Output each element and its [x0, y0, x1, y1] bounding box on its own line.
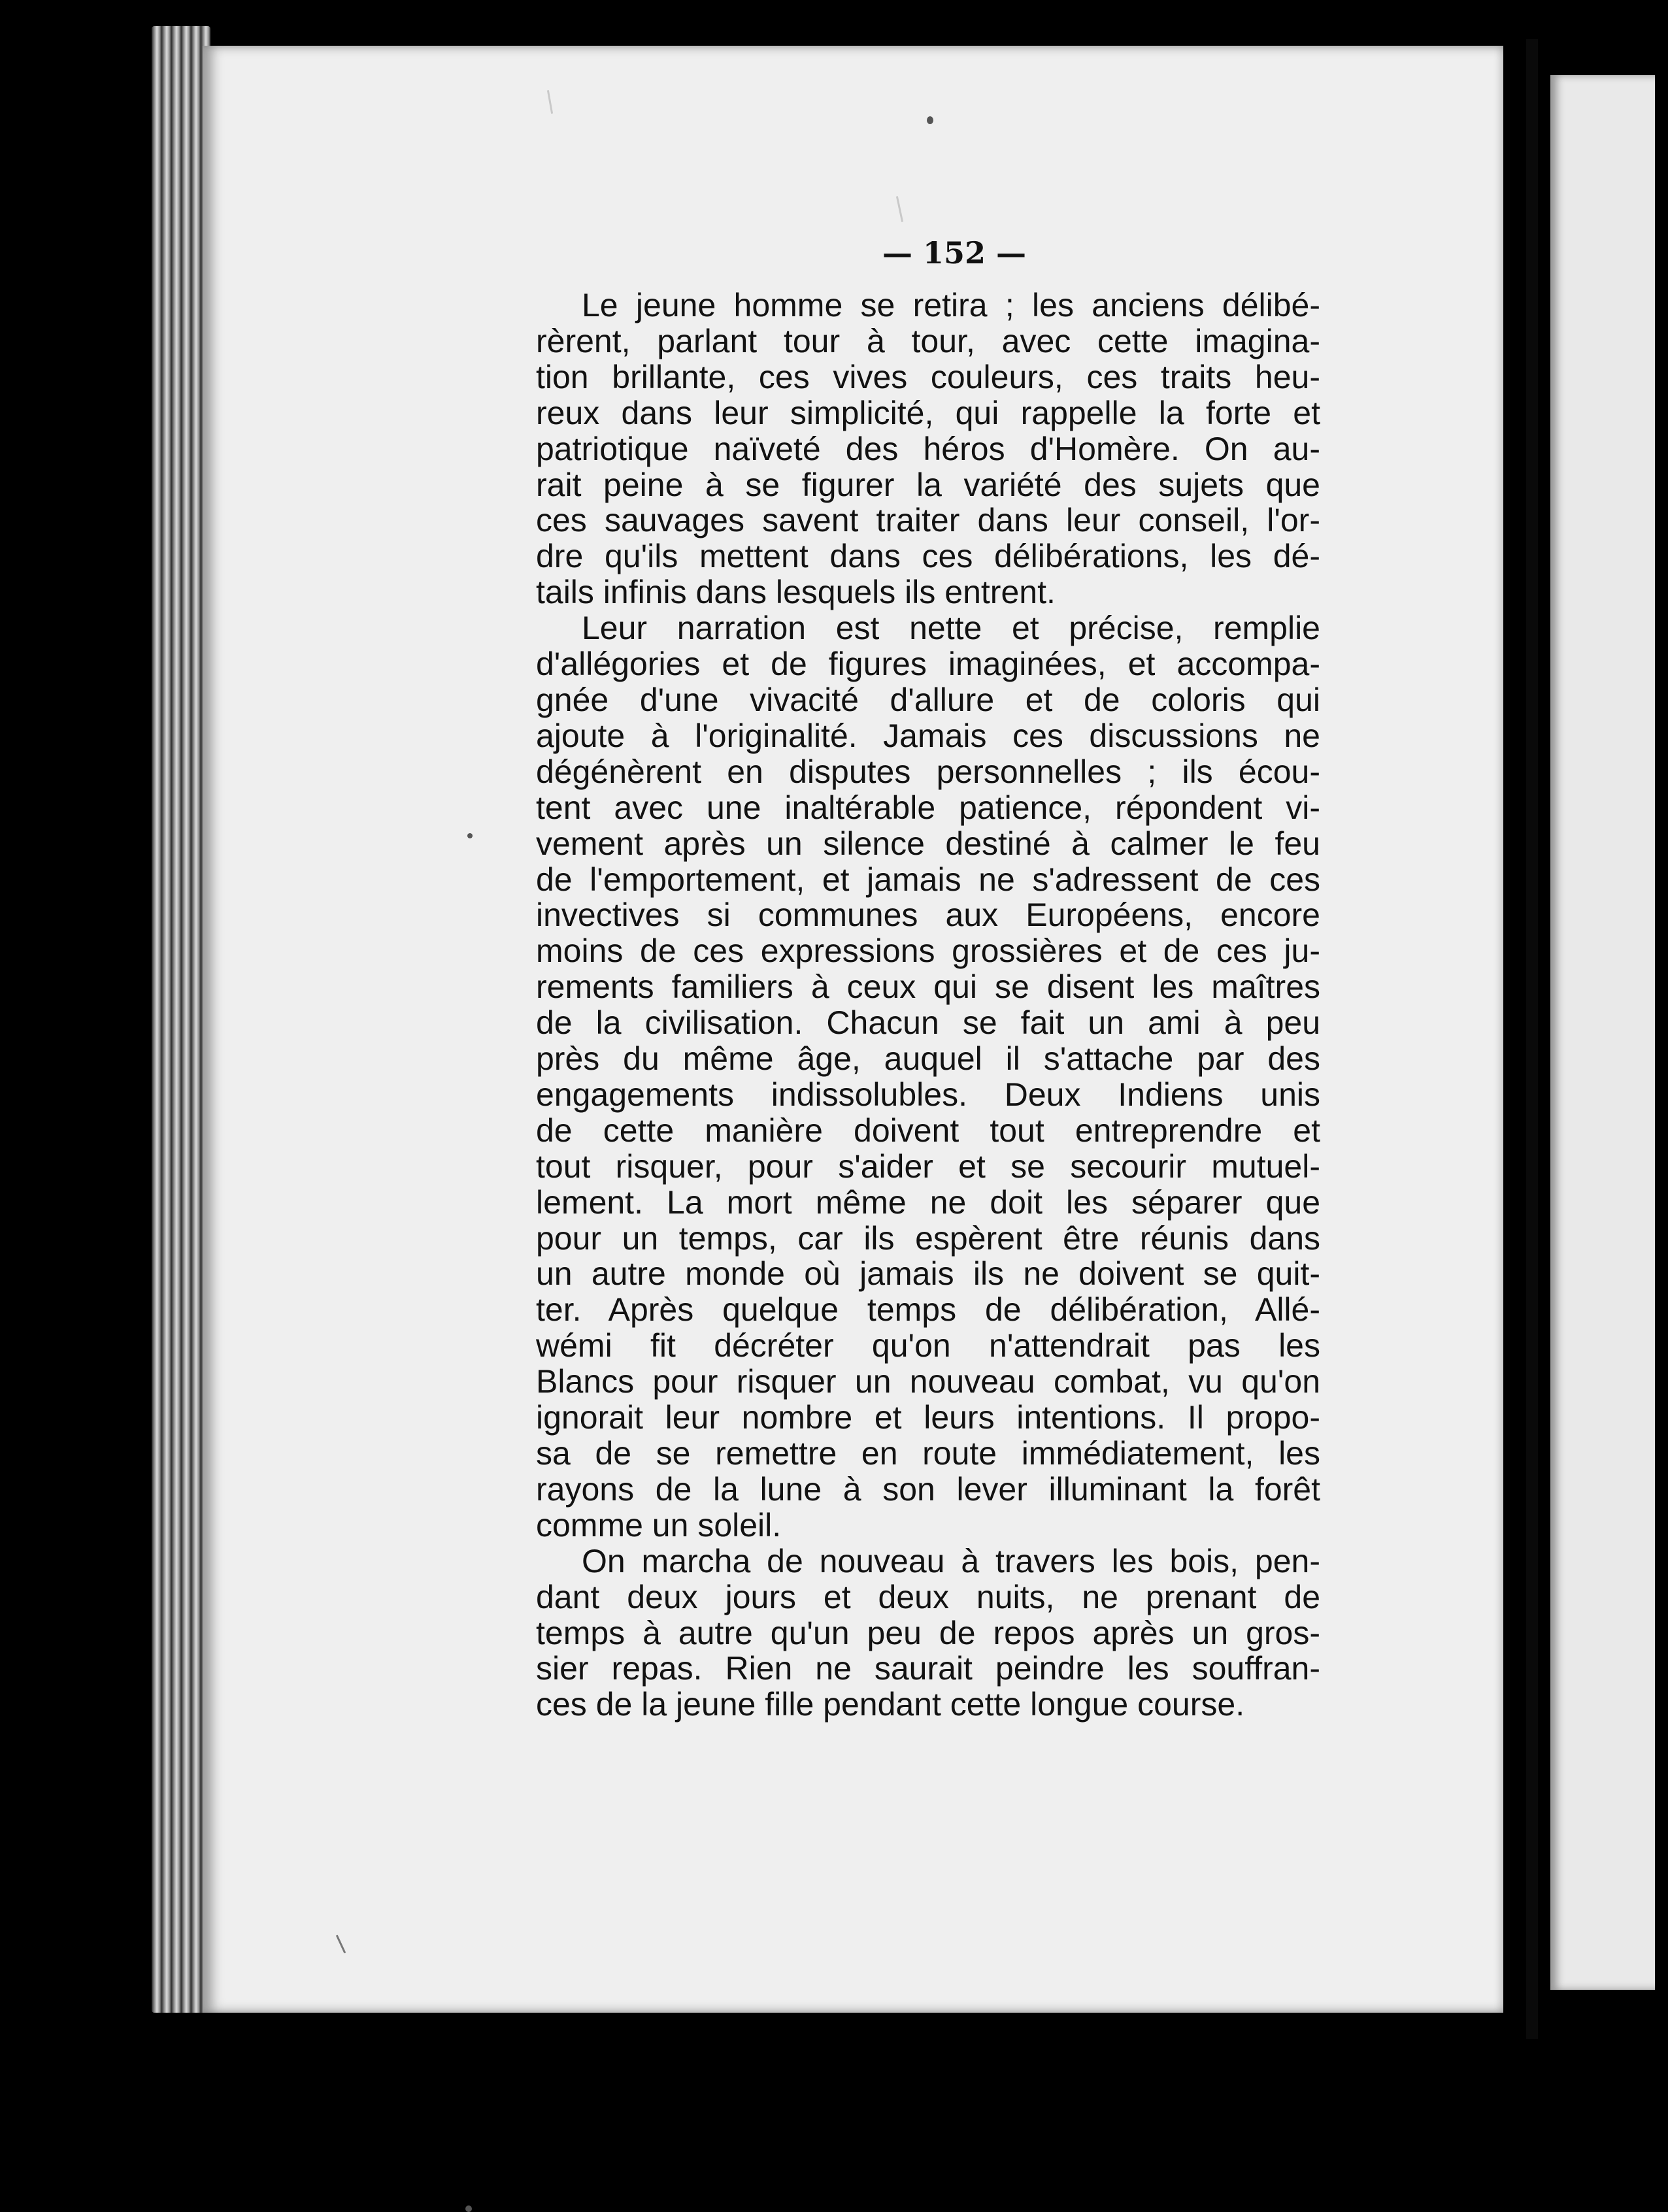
- page-edges: [152, 26, 210, 2013]
- page-number: — 152 —: [882, 235, 1027, 271]
- text-line: de l'emportement, et jamais ne s'adressent de ces: [536, 861, 1320, 898]
- text-line: d'allégories et de figures imaginées, et accompa-: [536, 646, 1320, 683]
- text-line: sa de se remettre en route immédiatement, les: [536, 1435, 1320, 1472]
- book-gutter: [1526, 39, 1538, 2039]
- text-line: vement après un silence destiné à calmer le feu: [536, 825, 1320, 862]
- text-line: près du même âge, auquel il s'attache par des: [536, 1040, 1320, 1078]
- scan-speck: [927, 116, 933, 124]
- text-line: de la civilisation. Chacun se fait un ami à peu: [536, 1004, 1320, 1042]
- text-line: sier repas. Rien ne saurait peindre les souffran-: [536, 1650, 1320, 1687]
- text-line: wémi fit décréter qu'on n'attendrait pas les: [536, 1327, 1320, 1364]
- text-line: un autre monde où jamais ils ne doivent se quit-: [536, 1255, 1320, 1293]
- text-line: patriotique naïveté des héros d'Homère. On au-: [536, 430, 1320, 467]
- text-line: rait peine à se figurer la variété des sujets que: [536, 466, 1320, 503]
- paragraph: [536, 288, 1320, 610]
- text-line: tion brillante, ces vives couleurs, ces traits heu-: [536, 358, 1320, 395]
- text-line: ces de la jeune fille pendant cette longue course.: [536, 1686, 1245, 1723]
- scan-speck: [465, 2205, 472, 2212]
- text-line: de cette manière doivent tout entreprendre et: [536, 1112, 1320, 1149]
- text-line: Le jeune homme se retira ; les anciens délibé-: [582, 287, 1320, 323]
- facing-page-edge: [1550, 75, 1655, 1990]
- text-line: ces sauvages savent traiter dans leur conseil, l'or-: [536, 502, 1320, 539]
- page-text: [536, 288, 1320, 1723]
- text-line: rayons de la lune à son lever illuminant la forêt: [536, 1470, 1320, 1508]
- text-line: Blancs pour risquer un nouveau combat, vu qu'on: [536, 1363, 1320, 1400]
- text-line: dre qu'ils mettent dans ces délibérations, les dé-: [536, 538, 1320, 575]
- text-line: pour un temps, car ils espèrent être réunis dans: [536, 1219, 1320, 1257]
- text-line: On marcha de nouveau à travers les bois, pen-: [582, 1542, 1320, 1579]
- text-line: rèrent, parlant tour à tour, avec cette imagina-: [536, 322, 1320, 359]
- text-line: gnée d'une vivacité d'allure et de coloris qui: [536, 681, 1320, 718]
- text-line: ajoute à l'originalité. Jamais ces discussions ne: [536, 717, 1320, 754]
- text-line: temps à autre qu'un peu de repos après un gros-: [536, 1614, 1320, 1651]
- text-line: tent avec une inaltérable patience, répondent vi-: [536, 789, 1320, 826]
- text-line: dégénèrent en disputes personnelles ; ils écou-: [536, 753, 1320, 790]
- text-line: reux dans leur simplicité, qui rappelle la forte et: [536, 394, 1320, 431]
- text-line: moins de ces expressions grossières et de ces ju-: [536, 933, 1320, 970]
- text-line: dant deux jours et deux nuits, ne prenant de: [536, 1578, 1320, 1615]
- text-line: invectives si communes aux Européens, encore: [536, 897, 1320, 934]
- paragraph: [536, 1543, 1320, 1723]
- text-line: Leur narration est nette et précise, remplie: [582, 610, 1320, 647]
- scan-speck: [467, 833, 473, 838]
- text-line: lement. La mort même ne doit les séparer que: [536, 1183, 1320, 1221]
- text-line: comme un soleil.: [536, 1506, 782, 1543]
- text-line: tails infinis dans lesquels ils entrent.: [536, 574, 1056, 611]
- text-line: rements familiers à ceux qui se disent les maîtres: [536, 968, 1320, 1006]
- text-line: ter. Après quelque temps de délibération, Allé-: [536, 1291, 1320, 1329]
- paragraph: [536, 610, 1320, 1543]
- text-line: engagements indissolubles. Deux Indiens unis: [536, 1076, 1320, 1113]
- text-line: ignorait leur nombre et leurs intentions. Il propo-: [536, 1399, 1320, 1436]
- text-line: tout risquer, pour s'aider et se secourir mutuel-: [536, 1147, 1320, 1185]
